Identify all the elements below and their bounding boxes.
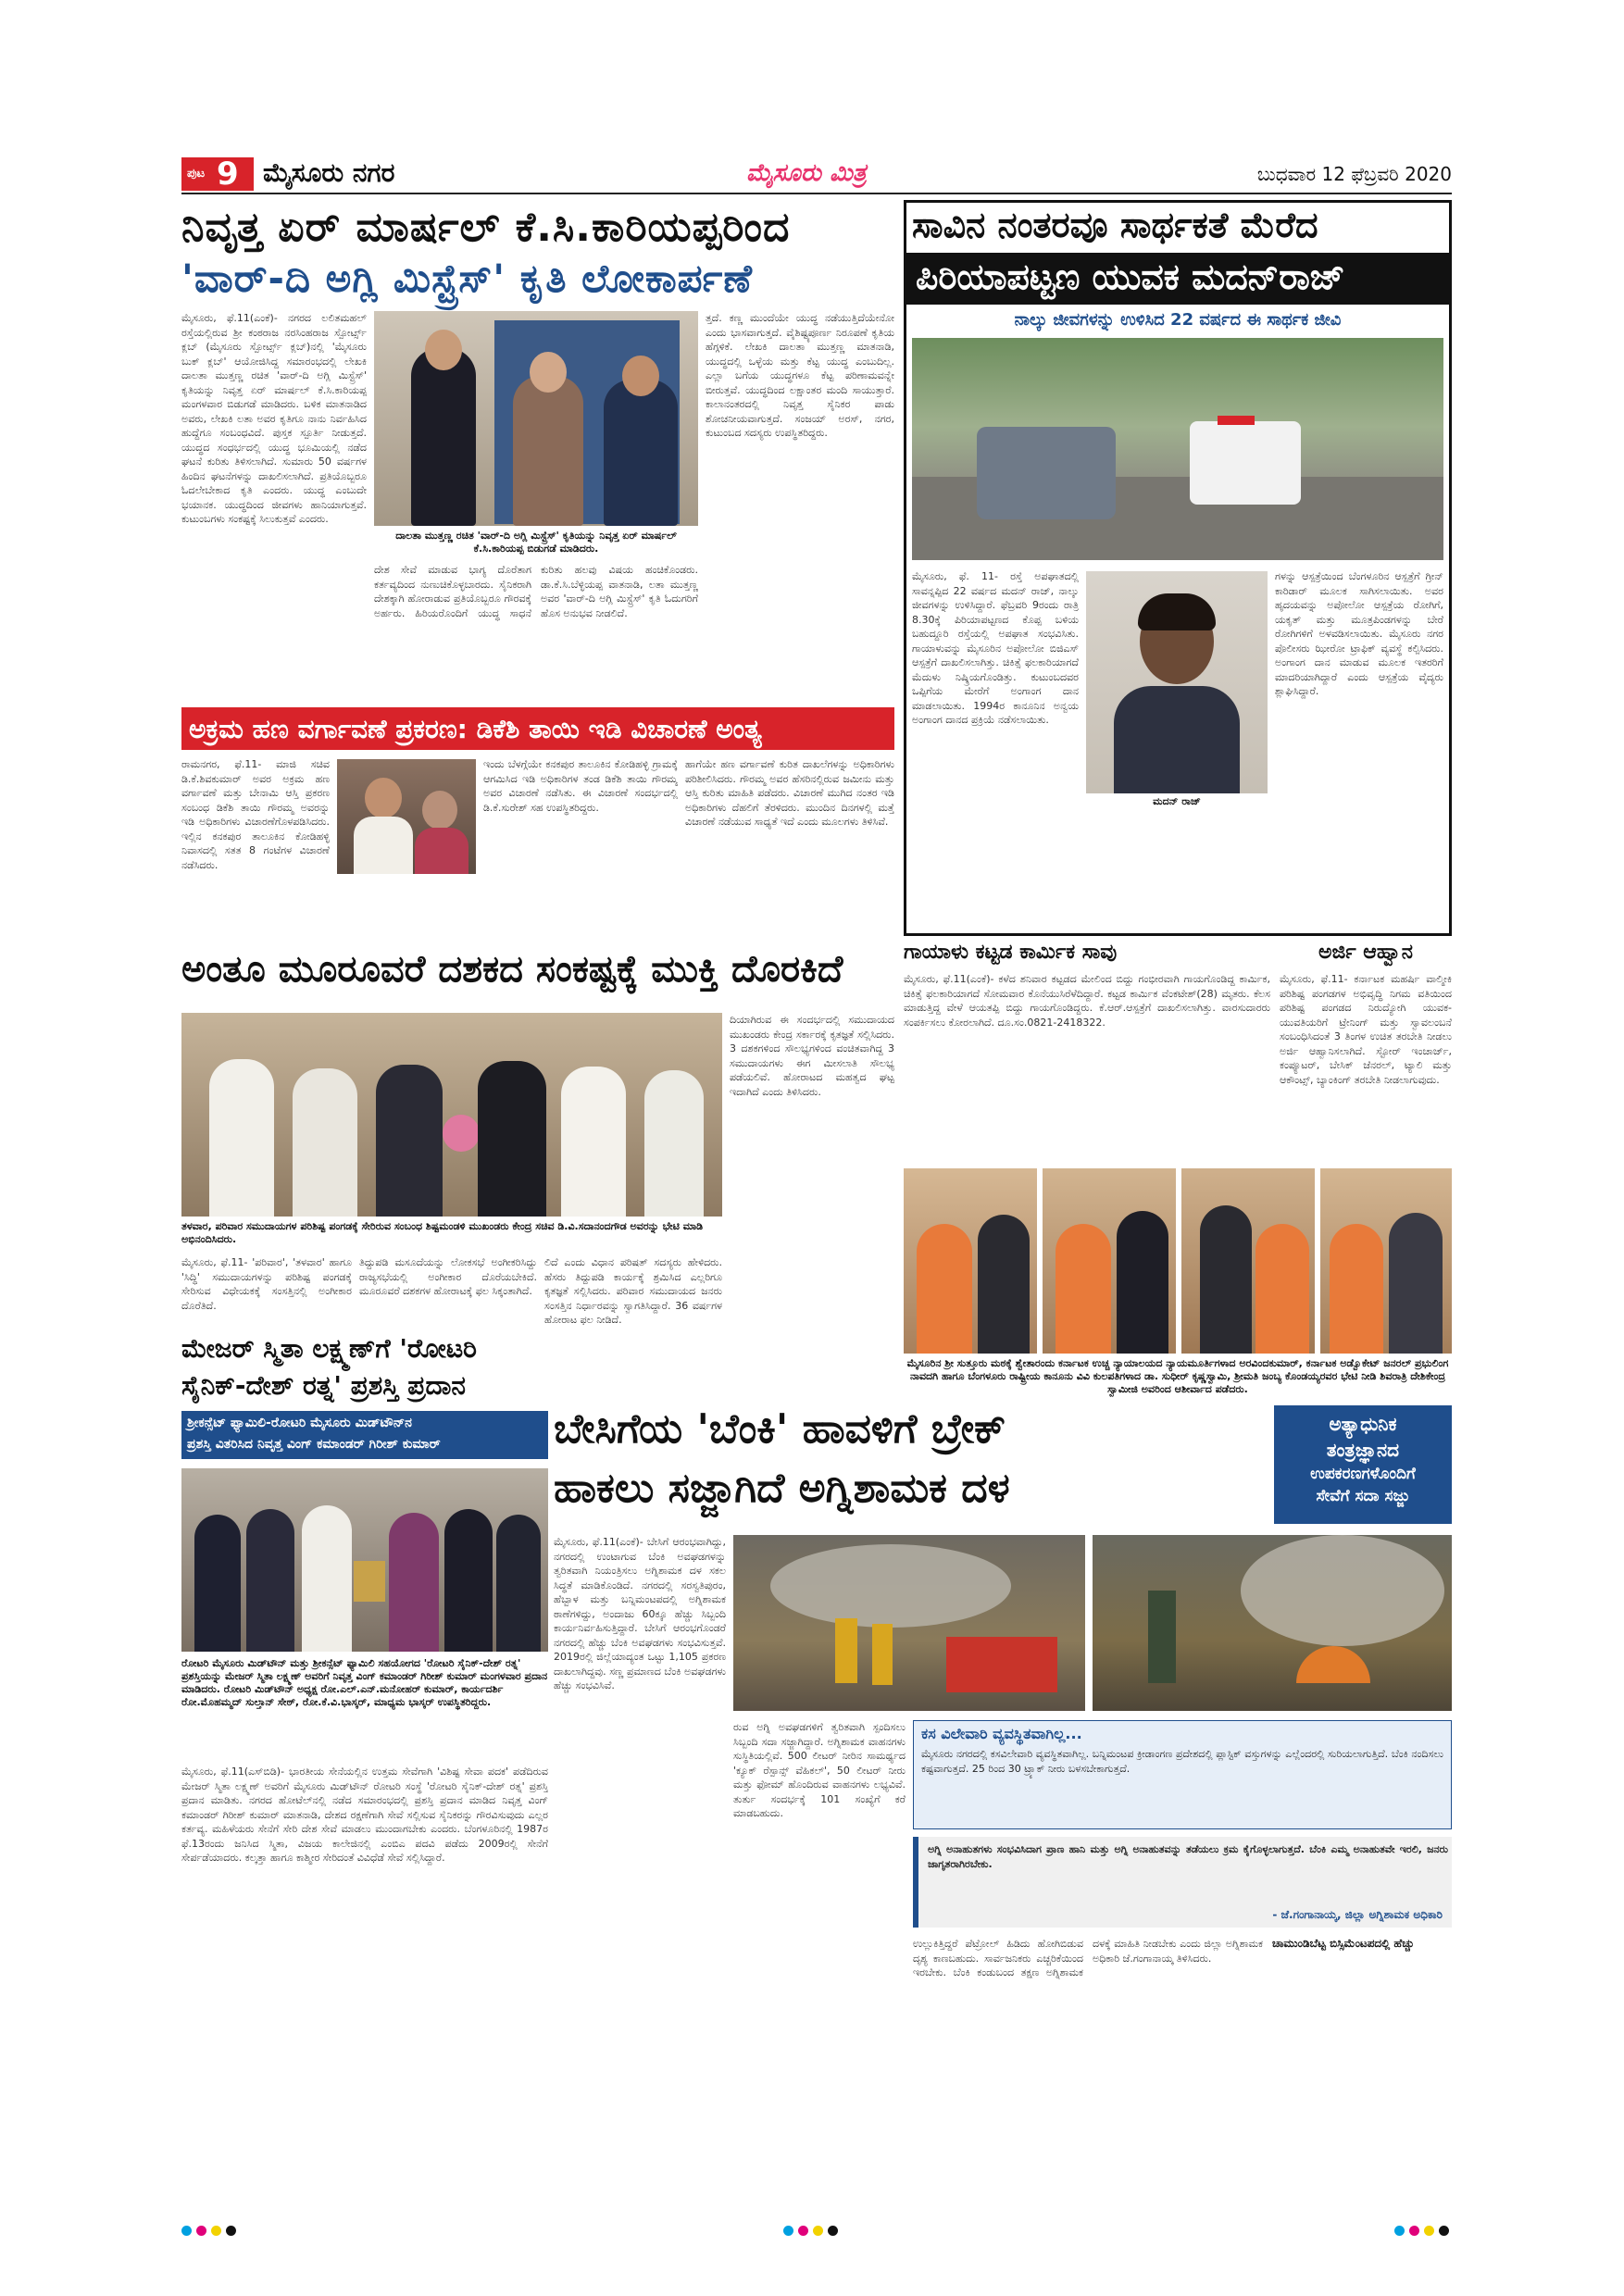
col3-subhead: ಚಾಮುಂಡಿಬೆಟ್ಟ ಬಿಸ್ಸಿಮೆಂಟಪದಲ್ಲಿ ಹೆಚ್ಚು: [1272, 1937, 1415, 1950]
person-left-head: [425, 330, 462, 370]
visitor: [978, 1215, 1030, 1354]
story-tribe-status: [181, 946, 894, 1326]
issue-date: ಬುಧವಾರ 12 ಫೆಬ್ರವರಿ 2020: [1256, 163, 1452, 185]
registration-dot-black: [226, 2226, 236, 2236]
registration-dot-cyan-center: [783, 2226, 793, 2236]
subhead-line2: ಪ್ರಶಸ್ತಿ ವಿತರಿಸಿದ ನಿವೃತ್ತ ವಿಂಗ್ ಕಮಾಂಡರ್ ಗಿರೀಶ್ ಕುಮಾರ್: [187, 1437, 441, 1452]
registration-dot-black-right: [1439, 2226, 1449, 2236]
body-col1: ರಾಮನಗರ, ಫೆ.11- ಮಾಜಿ ಸಚಿವ ಡಿ.ಕೆ.ಶಿವಕುಮಾರ್ ಅವರ ಅಕ್ರಮ ಹಣ ವರ್ಗಾವಣೆ ಮತ್ತು ಬೇನಾಮಿ ಆಸ್ತಿ ಪ್ರಕರಣ ಸಂಬಂಧ ಡಿಕೆಶಿ ತಾಯಿ ಗೌರಮ್ಮ ಅವರನ್ನು ಇಡಿ ಅಧಿಕಾರಿಗಳು ವಿಚಾರಣೆಗೊಳಪಡಿಸಿದರು. ಇಲ್ಲಿನ ಕನಕಪುರ ತಾಲೂಕಿನ ಕೋಡಿಹಳ್ಳಿ ನಿವಾಸದಲ್ಲಿ ಸತತ 8 ಗಂಟೆಗಳ ವಿಚಾರಣೆ ನಡೆಸಿದರು.: [181, 758, 330, 871]
firefighter-1: [835, 1618, 857, 1683]
registration-dot-yellow: [211, 2226, 221, 2236]
swamiji: [917, 1224, 972, 1354]
visitor: [1117, 1211, 1168, 1354]
portrait-shirt: [1114, 686, 1240, 793]
registration-dot-cyan: [181, 2226, 192, 2236]
swamiji: [1056, 1224, 1111, 1354]
quote-box: [913, 1837, 1452, 1928]
paper-logo: ಮೈಸೂರು ಮಿತ್ರ: [746, 159, 867, 187]
story-worker-death: [904, 941, 1270, 1163]
story-organ-donation: [904, 200, 1452, 936]
firefighter-2: [872, 1624, 893, 1685]
smoke: [1241, 1535, 1444, 1646]
story-book-release: [181, 200, 894, 700]
photo-caption: ರೋಟರಿ ಮೈಸೂರು ಮಿಡ್‌ಟೌನ್ ಮತ್ತು ಶ್ರೀಕನ್ಸೆಟ್ ಫ್ಯಾಮಿಲಿ ಸಹಯೋಗದ 'ರೋಟರಿ ಸೈನಿಕ್-ದೇಶ್ ರತ್ನ' ಪ್ರಶಸ್ತಿಯನ್ನು ಮೇಜರ್ ಸ್ಮಿತಾ ಲಕ್ಷ್ಮಣ್ ಅವರಿಗೆ ನಿವೃತ್ತ ವಿಂಗ್ ಕಮಾಂಡರ್ ಗಿರೀಶ್ ಕುಮಾರ್ ಮಂಗಳವಾರ ಪ್ರದಾನ ಮಾಡಿದರು. ರೋಟರಿ ಮಿಡ್‌ಟೌನ್ ಅಧ್ಯಕ್ಷ ರೋ.ಎಲ್.ಎನ್.ಮನೋಹರ್ ಕುಮಾರ್, ಕಾರ್ಯದರ್ಶಿ ರೋ.ಮೊಹಮ್ಮದ್ ಸುಲ್ತಾನ್ ಸೇಠ್, ರೋ.ಕೆ.ವಿ.ಭಾಸ್ಕರ್, ಮಾಧ್ಯಮ ಭಾಸ್ಕರ್ ಉಪಸ್ಥಿತರಿದ್ದರು.: [181, 1657, 548, 1708]
story-applications: [1280, 941, 1452, 1163]
visit-photo-3: [1181, 1168, 1315, 1354]
fire-truck: [946, 1637, 1057, 1692]
award-ceremony-photo: [181, 1468, 548, 1652]
headline: ಅರ್ಜಿ ಆಹ್ವಾನ: [1318, 941, 1414, 964]
firefighters-photo-1: [733, 1535, 1085, 1711]
person-1: [194, 1515, 241, 1652]
masthead-rule: [181, 193, 1452, 194]
photo-caption: ತಳವಾರ, ಪರಿವಾರ ಸಮುದಾಯಗಳ ಪರಿಶಿಷ್ಟ ಪಂಗಡಕ್ಕೆ ಸೇರಿರುವ ಸಂಬಂಧ ಶಿಷ್ಟಮಂಡಳಿ ಮುಖಂಡರು ಕೇಂದ್ರ ಸಚಿವ ಡಿ.ವಿ.ಸದಾನಂದಗೌಡ ಅವರನ್ನು ಭೇಟಿ ಮಾಡಿ ಅಭಿನಂದಿಸಿದರು.: [181, 1220, 704, 1245]
firefighters-photo-2: [1093, 1535, 1452, 1711]
firefighter: [1148, 1591, 1176, 1683]
body-col1: ಮೈಸೂರು, ಫೆ. 11- ರಸ್ತೆ ಅಪಘಾತದಲ್ಲಿ ಸಾವನ್ನಪ್ಪಿದ 22 ವರ್ಷದ ಮದನ್ ರಾಜ್, ನಾಲ್ಕು ಜೀವಗಳನ್ನು ಉಳಿಸಿದ್ದಾರೆ. ಫೆಬ್ರವರಿ 9ರಂದು ರಾತ್ರಿ 8.30ಕ್ಕೆ ಪಿರಿಯಾಪಟ್ಟಣದ ಕೊಪ್ಪ ಬಳಿಯ ಬಹುದ್ದೂರಿ ರಸ್ತೆಯಲ್ಲಿ ಅಪಘಾತ ಸಂಭವಿಸಿತು. ಗಾಯಾಳುವನ್ನು ಮೈಸೂರಿನ ಅಪೋಲೋ ಬಿಜಿಎಸ್ ಆಸ್ಪತ್ರೆಗೆ ದಾಖಲಿಸಲಾಗಿತ್ತು. ಚಿಕಿತ್ಸೆ ಫಲಕಾರಿಯಾಗದೆ ಮೆದುಳು ನಿಷ್ಕ್ರಿಯಗೊಂಡಿತ್ತು. ಕುಟುಂಬದವರ ಒಪ್ಪಿಗೆಯ ಮೇರೆಗೆ ಅಂಗಾಂಗ ದಾನ ಮಾಡಲಾಯಿತು. 1994ರ ಕಾನೂನಿನ ಅನ್ವಯ ಅಂಗಾಂಗ ದಾನದ ಪ್ರಕ್ರಿಯೆ ನಡೆಸಲಾಯಿತು.: [912, 570, 1079, 726]
mother-body: [415, 828, 468, 874]
masthead: [181, 156, 1452, 194]
headline-line1: ಮೇಜರ್ ಸ್ಮಿತಾ ಲಕ್ಷ್ಮಣ್‌ಗೆ 'ರೋಟರಿ: [181, 1333, 477, 1364]
body-col4: ದಿಯಾಗಿರುವ ಈ ಸಂದರ್ಭದಲ್ಲಿ ಸಮುದಾಯದ ಮುಖಂಡರು ಕೇಂದ್ರ ಸರ್ಕಾರಕ್ಕೆ ಕೃತಜ್ಞತೆ ಸಲ್ಲಿಸಿದರು. 3 ದಶಕಗಳಿಂದ ಸೌಲಭ್ಯಗಳಿಂದ ವಂಚಿತವಾಗಿದ್ದ 3 ಸಮುದಾಯಗಳು ಈಗ ಮೀಸಲಾತಿ ಸೌಲಭ್ಯ ಪಡೆಯಲಿವೆ. ಹೋರಾಟದ ಮಹತ್ವದ ಘಟ್ಟ ಇದಾಗಿದೆ ಎಂದು ತಿಳಿಸಿದರು.: [730, 1014, 894, 1098]
registration-dot-cyan-right: [1394, 2226, 1405, 2236]
body-col3: ತ್ತದೆ. ಕಣ್ಣ ಮುಂದೆಯೇ ಯುದ್ಧ ನಡೆಯುತ್ತಿದೆಯೇನೋ ಎಂದು ಭಾಸವಾಗುತ್ತದೆ. ವೈಶಿಷ್ಟ್ಯಪೂರ್ಣ ನಿರೂಪಣೆ ಕೃತಿಯ ಹೆಗ್ಗಳಿಕೆ. ಲೇಖಕಿ ದಾಲತಾ ಮುತ್ತಣ್ಣ ಮಾತನಾಡಿ, ಯುದ್ಧದಲ್ಲಿ ಒಳ್ಳೆಯ ಮತ್ತು ಕೆಟ್ಟ ಯುದ್ಧ ಎಂಬುದಿಲ್ಲ. ಎಲ್ಲಾ ಬಗೆಯ ಯುದ್ಧಗಳೂ ಕೆಟ್ಟ ಪರಿಣಾಮವನ್ನೇ ಬೀರುತ್ತವೆ. ಯುದ್ಧದಿಂದ ಲಕ್ಷಾಂತರ ಮಂದಿ ಸಾಯುತ್ತಾರೆ. ಕಾಲಾನಂತರದಲ್ಲಿ ನಿವೃತ್ತ ಸೈನಿಕರ ಪಾಡು ಶೋಚನೀಯವಾಗುತ್ತದೆ. ಸಂಜಯ್ ಅರಸ್, ನಗರ, ಕುಟುಂಬದ ಸದಸ್ಯರು ಉಪಸ್ಥಿತರಿದ್ದರು.: [706, 312, 894, 439]
headline: ಅಂತೂ ಮೂರೂವರೆ ದಶಕದ ಸಂಕಷ್ಟಕ್ಕೆ ಮುಕ್ತಿ ದೊರಕಿದೆ: [181, 948, 843, 991]
caption-box-title: ಕಸ ವಿಲೇವಾರಿ ವ್ಯವಸ್ಥಿತವಾಗಿಲ್ಲ...: [921, 1725, 1082, 1742]
visitor: [1200, 1205, 1252, 1354]
subhead: ನಾಲ್ಕು ಜೀವಗಳನ್ನು ಉಳಿಸಿದ 22 ವರ್ಷದ ಈ ಸಾರ್ಥಕ ಜೀವಿ: [1014, 310, 1342, 330]
portrait-caption: ಮದನ್ ರಾಜ್: [1153, 795, 1201, 807]
person-2: [293, 1068, 357, 1217]
person-6: [496, 1515, 541, 1652]
registration-dot-magenta-center: [798, 2226, 808, 2236]
visit-photo-4: [1320, 1168, 1452, 1354]
headline-line2-band: [906, 253, 1449, 305]
flames: [1296, 1646, 1370, 1683]
headline-line2: ಪಿರಿಯಾಪಟ್ಟಣ ಯುವಕ ಮದನ್‌ರಾಜ್: [916, 256, 1345, 297]
body-col2: ರುವ ಅಗ್ನಿ ಅವಘಡಗಳಿಗೆ ತ್ವರಿತವಾಗಿ ಸ್ಪಂದಿಸಲು ಸಿಬ್ಬಂದಿ ಸದಾ ಸಜ್ಜಾಗಿದ್ದಾರೆ. ಅಗ್ನಿಶಾಮಕ ವಾಹನಗಳು ಸುಸ್ಥಿತಿಯಲ್ಲಿವೆ. 500 ಲೀಟರ್ ನೀರಿನ ಸಾಮರ್ಥ್ಯದ 'ಕ್ಯೂಕ್ ರೆಸ್ಪಾನ್ಸ್ ವೆಹಿಕಲ್', 50 ಲೀಟರ್ ನೀರು ಮತ್ತು ಫೋಮ್ ಹೊಂದಿರುವ ವಾಹನಗಳು ಲಭ್ಯವಿವೆ. ತುರ್ತು ಸಂದರ್ಭಕ್ಕೆ 101 ಸಂಖ್ಯೆಗೆ ಕರೆ ಮಾಡಬಹುದು.: [733, 1721, 906, 1819]
person-3: [376, 1065, 443, 1217]
page-number: 9: [217, 156, 239, 193]
swamiji: [1330, 1224, 1383, 1354]
person-5: [561, 1067, 626, 1217]
body-col1: ಮೈಸೂರು, ಫೆ.11(ಎಂಕೆ)- ಬೇಸಿಗೆ ಆರಂಭವಾಗಿದ್ದು, ನಗರದಲ್ಲಿ ಉಂಟಾಗುವ ಬೆಂಕಿ ಅವಘಡಗಳನ್ನು ತ್ವರಿತವಾಗಿ ನಿಯಂತ್ರಿಸಲು ಅಗ್ನಿಶಾಮಕ ದಳ ಸಕಲ ಸಿದ್ಧತೆ ಮಾಡಿಕೊಂಡಿದೆ. ನಗರದಲ್ಲಿ ಸರಸ್ವತಿಪುರಂ, ಹೆಬ್ಬಾಳ ಮತ್ತು ಬನ್ನಿಮಂಟಪದಲ್ಲಿ ಅಗ್ನಿಶಾಮಕ ಠಾಣೆಗಳಿದ್ದು, ಅಂದಾಜು 60ಕ್ಕೂ ಹೆಚ್ಚು ಸಿಬ್ಬಂದಿ ಕಾರ್ಯನಿರ್ವಹಿಸುತ್ತಿದ್ದಾರೆ. ಬೇಸಿಗೆ ಆರಂಭಗೊಂಡರೆ ನಗರದಲ್ಲಿ ಹೆಚ್ಚು ಬೆಂಕಿ ಅವಘಡಗಳು ಸಂಭವಿಸುತ್ತವೆ. 2019ರಲ್ಲಿ ಜಿಲ್ಲೆಯಾದ್ಯಂತ ಒಟ್ಟು 1,105 ಪ್ರಕರಣ ದಾಖಲಾಗಿದ್ದವು. ಸಣ್ಣ ಪ್ರಮಾಣದ ಬೆಂಕಿ ಅವಘಡಗಳು ಹೆಚ್ಚು ಸಂಭವಿಸಿವೆ.: [554, 1536, 726, 1691]
side-line4: ಸೇವೆಗೆ ಸದಾ ಸಜ್ಜು: [1316, 1487, 1410, 1505]
person-left: [411, 348, 476, 526]
body-col2: ತಿದ್ದುಪಡಿ ಮಸೂದೆಯನ್ನು ಲೋಕಸಭೆ ಅಂಗೀಕರಿಸಿದ್ದು ರಾಜ್ಯಸಭೆಯಲ್ಲಿ ಅಂಗೀಕಾರ ದೊರೆಯಬೇಕಿದೆ. ಮೂರೂವರೆ ದಶಕಗಳ ಹೋರಾಟಕ್ಕೆ ಫಲ ಸಿಕ್ಕಂತಾಗಿದೆ.: [359, 1256, 537, 1297]
body-col2: ದೇಶ ಸೇವೆ ಮಾಡುವ ಭಾಗ್ಯ ದೊರೆತಾಗ ಕರ್ತವ್ಯದಿಂದ ನುಣುಚಿಕೊಳ್ಳಬಾರದು. ಸೈನಿಕರಾಗಿ ದೇಶಕ್ಕಾಗಿ ಹೋರಾಡುವ ಪ್ರತಿಯೊಬ್ಬರೂ ಗೌರವಕ್ಕೆ ಅರ್ಹರು. ಹಿರಿಯರೊಂದಿಗೆ ಯುದ್ಧ ಸಾಧನೆ ಕುರಿತು ಹಲವು ವಿಷಯ ಹಂಚಿಕೊಂಡರು. ಡಾ.ಕೆ.ಸಿ.ಬೆಳ್ಳಿಯಪ್ಪ ವಾತನಾಡಿ, ಲತಾ ಮುತ್ತಣ್ಣ ಅವರ 'ವಾರ್-ದಿ ಅಗ್ಲಿ ಮಿಸ್ಟ್ರೆಸ್' ಕೃತಿ ಓದುಗರಿಗೆ ಹೊಸ ಅನುಭವ ನೀಡಲಿದೆ.: [374, 564, 698, 619]
side-line3: ಉಪಕರಣಗಳೊಂದಿಗೆ: [1310, 1465, 1416, 1483]
story-rotary-award: [181, 1333, 548, 2222]
photo-caption: ದಾಲತಾ ಮುತ್ತಣ್ಣ ರಚಿತ 'ವಾರ್-ದಿ ಅಗ್ಲಿ ಮಿಸ್ಟ್ರೆಸ್' ಕೃತಿಯನ್ನು ನಿವೃತ್ತ ಏರ್ ಮಾರ್ಷಲ್ ಕೆ.ಸಿ.ಕಾರಿಯಪ್ಪ ಬಿಡುಗಡೆ ಮಾಡಿದರು.: [395, 530, 677, 555]
story-suttur-visit: [904, 1168, 1452, 1400]
madan-raj-portrait: [1086, 571, 1268, 793]
headline-line1: ನಿವೃತ್ತ ಏರ್ ಮಾರ್ಷಲ್ ಕೆ.ಸಿ.ಕಾರಿಯಪ್ಪರಿಂದ: [181, 204, 791, 251]
headline-band: [181, 707, 894, 750]
person-body: [354, 817, 413, 874]
person-right-head: [622, 356, 659, 396]
registration-dot-magenta-right: [1409, 2226, 1419, 2236]
caption-box: [913, 1720, 1452, 1829]
body: ಮೈಸೂರು, ಫೆ.11(ಎಸ್‌ಬಿಡಿ)- ಭಾರತೀಯ ಸೇನೆಯಲ್ಲಿನ ಉತ್ತಮ ಸೇವೆಗಾಗಿ 'ವಿಶಿಷ್ಟ ಸೇವಾ ಪದಕ' ಪಡೆದಿರುವ ಮೇಜರ್ ಸ್ಮಿತಾ ಲಕ್ಷ್ಮಣ್ ಅವರಿಗೆ ಮೈಸೂರು ಮಿಡ್‌ಟೌನ್ ರೋಟರಿ ಸಂಸ್ಥೆ 'ರೋಟರಿ ಸೈನಿಕ್-ದೇಶ್ ರತ್ನ' ಪ್ರಶಸ್ತಿ ಪ್ರದಾನ ಮಾಡಿತು. ನಗರದ ಹೋಟೆಲ್‌ನಲ್ಲಿ ನಡೆದ ಸಮಾರಂಭದಲ್ಲಿ ಪ್ರಶಸ್ತಿ ಪ್ರದಾನ ಮಾಡಿದ ನಿವೃತ್ತ ವಿಂಗ್ ಕಮಾಂಡರ್ ಗಿರೀಶ್ ಕುಮಾರ್ ಮಾತನಾಡಿ, ದೇಶದ ರಕ್ಷಣೆಗಾಗಿ ಸೇವೆ ಸಲ್ಲಿಸುವ ಸೈನಿಕರನ್ನು ಗೌರವಿಸುವುದು ಎಲ್ಲರ ಕರ್ತವ್ಯ. ಮಹಿಳೆಯರು ಸೇನೆಗೆ ಸೇರಿ ದೇಶ ಸೇವೆ ಮಾಡಲು ಮುಂದಾಗಬೇಕು ಎಂದರು. ಬೆಂಗಳೂರಿನಲ್ಲಿ 1987ರ ಫೆ.13ರಂದು ಜನಿಸಿದ ಸ್ಮಿತಾ, ವಿಜಯ ಕಾಲೇಜಿನಲ್ಲಿ ಎಂಬಿಎ ಪದವಿ ಪಡೆದು 2009ರಲ್ಲಿ ಸೇನೆಗೆ ಸೇರ್ಪಡೆಯಾದರು. ಕಲ್ಕತ್ತಾ ಹಾಗೂ ಕಾಶ್ಮೀರ ಸೇರಿದಂತೆ ವಿವಿಧೆಡೆ ಸೇವೆ ಸಲ್ಲಿಸಿದ್ದಾರೆ.: [181, 1766, 548, 1864]
quote-author: - ಜೆ.ಗಂಗಾನಾಯ್ಕ, ಜಿಲ್ಲಾ ಅಗ್ನಿಶಾಮಕ ಅಧಿಕಾರಿ: [1272, 1908, 1443, 1921]
body-col3: ಲಿದೆ ಎಂದು ವಿಧಾನ ಪರಿಷತ್ ಸದಸ್ಯರು ಹೇಳಿದರು. ಹೆಸರು ತಿದ್ದುಪಡಿ ಕಾರ್ಯಕ್ಕೆ ಶ್ರಮಿಸಿದ ಎಲ್ಲರಿಗೂ ಕೃತಜ್ಞತೆ ಸಲ್ಲಿಸಿದರು. ಪರಿವಾರ ಸಮುದಾಯದ ಜನರು ಸಂಸತ್ತಿನ ನಿರ್ಧಾರವನ್ನು ಸ್ವಾಗತಿಸಿದ್ದಾರೆ. 36 ವರ್ಷಗಳ ಹೋರಾಟ ಫಲ ನೀಡಿದೆ.: [544, 1256, 722, 1326]
headline-line2: ಸೈನಿಕ್-ದೇಶ್ ರತ್ನ' ಪ್ರಶಸ್ತಿ ಪ್ರದಾನ: [181, 1370, 466, 1401]
registration-dot-magenta: [196, 2226, 206, 2236]
person-6: [644, 1070, 704, 1217]
registration-dot-yellow-center: [813, 2226, 823, 2236]
dk-shivakumar-mother-photo: [337, 759, 476, 874]
body-col1: ಮೈಸೂರು, ಫೆ.11(ಎಂಕೆ)- ನಗರದ ಲಲಿತಮಹಲ್ ರಸ್ತೆಯಲ್ಲಿರುವ ಶ್ರೀ ಕಂಠರಾಜ ನರಸಿಂಹರಾಜ ಸ್ಪೋರ್ಟ್ಸ್ ಕ್ಲಬ್ (ಮೈಸೂರು ಸ್ಪೋರ್ಟ್ಸ್ ಕ್ಲಬ್)ನಲ್ಲಿ 'ಮೈಸೂರು ಬುಕ್ ಕ್ಲಬ್' ಆಯೋಜಿಸಿದ್ದ ಸಮಾರಂಭದಲ್ಲಿ ಲೇಖಕಿ ದಾಲತಾ ಮುತ್ತಣ್ಣ ರಚಿತ 'ವಾರ್-ದಿ ಅಗ್ಲಿ ಮಿಸ್ಟ್ರೆಸ್' ಕೃತಿಯನ್ನು ನಿವೃತ್ತ ಏರ್ ಮಾರ್ಷಲ್ ಕೆ.ಸಿ.ಕಾರಿಯಪ್ಪ ಮಂಗಳವಾರ ಬಿಡುಗಡೆ ಮಾಡಿದರು. ಬಳಿಕ ಮಾತನಾಡಿದ ಅವರು, ಲೇಖಕಿ ಲತಾ ಅವರ ಕೃತಿಗೂ ನಾನು ನಿರ್ವಹಿಸಿದ ಹುದ್ದೆಗೂ ಸಂಬಂಧವಿದೆ. ಪುಸ್ತಕ ಸ್ಪೂರ್ತಿ ನೀಡುತ್ತದೆ. ಯುದ್ಧದ ಸಂಧರ್ಭದಲ್ಲಿ ಯುದ್ಧ ಭೂಮಿಯಲ್ಲಿ ನಡೆದ ಘಟನೆ ಕುರಿತು ತಿಳಿಸಲಾಗಿದೆ. ಸುಮಾರು 50 ವರ್ಷಗಳ ಹಿಂದಿನ ಘಟನೆಗಳನ್ನು ದಾಖಲಿಸಲಾಗಿದೆ. ಪ್ರತಿಯೊಬ್ಬರೂ ಓದಲೇಬೇಕಾದ ಕೃತಿ ಎಂದರು. ಯುದ್ಧ ಎಂಬುದೇ ಭಯಾನಕ. ಯುದ್ಧದಿಂದ ಜೀವಗಳು ಹಾನಿಯಾಗುತ್ತವೆ. ಕುಟುಂಬಗಳು ಸಂಕಷ್ಟಕ್ಕೆ ಸಿಲುಕುತ್ತವೆ ಎಂದರು.: [181, 312, 367, 525]
photo-caption: ಮೈಸೂರಿನ ಶ್ರೀ ಸುತ್ತೂರು ಮಠಕ್ಕೆ ಶ್ವೇತಾರಂದು ಕರ್ನಾಟಕ ಉಚ್ಚ ನ್ಯಾಯಾಲಯದ ನ್ಯಾಯಮೂರ್ತಿಗಳಾದ ಅರವಿಂದಕುಮಾರ್, ಕರ್ನಾಟಕ ಅಡ್ವೊಕೇಟ್ ಜನರಲ್ ಪ್ರಭುಲಿಂಗ ನಾವದಗಿ ಹಾಗೂ ಬೆಂಗಳೂರು ರಾಷ್ಟ್ರೀಯ ಕಾನೂನು ವಿವಿ ಕುಲಪತಿಗಳಾದ ಡಾ. ಸುಧೀರ್ ಕೃಷ್ಣಸ್ವಾಮಿ, ಶ್ರೀಮತಿ ಜಂಬ್ಯ ಕೊಂಡಯ್ಯರವರ ಭೇಟಿ ನೀಡಿ ಶಿವರಾತ್ರಿ ದೇಶಿಕೇಂದ್ರ ಸ್ವಾಮೀಜಿ ಅವರಿಂದ ಆಶೀರ್ವಾದ ಪಡೆದರು.: [906, 1357, 1449, 1395]
body-col3: ಹಾಗೆಯೇ ಹಣ ವರ್ಗಾವಣೆ ಕುರಿತ ದಾಖಲೆಗಳನ್ನು ಅಧಿಕಾರಿಗಳು ಪರಿಶೀಲಿಸಿದರು. ಗೌರಮ್ಮ ಅವರ ಹೆಸರಿನಲ್ಲಿರುವ ಜಮೀನು ಮತ್ತು ಆಸ್ತಿ ಕುರಿತು ಮಾಹಿತಿ ಪಡೆದರು. ವಿಚಾರಣೆ ಮುಗಿದ ನಂತರ ಇಡಿ ಅಧಿಕಾರಿಗಳು ದೆಹಲಿಗೆ ತೆರಳಿದರು. ಮುಂದಿನ ದಿನಗಳಲ್ಲಿ ಮತ್ತೆ ವಿಚಾರಣೆ ನಡೆಯುವ ಸಾಧ್ಯತೆ ಇದೆ ಎಂದು ಮೂಲಗಳು ತಿಳಿಸಿವೆ.: [685, 758, 894, 828]
caption-box-text: ಮೈಸೂರು ನಗರದಲ್ಲಿ ಕಸವಿಲೇವಾರಿ ವ್ಯವಸ್ಥಿತವಾಗಿಲ್ಲ. ಬನ್ನಿಮಂಟಪ ಕ್ರೀಡಾಂಗಣ ಪ್ರದೇಶದಲ್ಲಿ ಪ್ಲಾಸ್ಟಿಕ್ ವಸ್ತುಗಳನ್ನು ಎಲ್ಲೆಂದರಲ್ಲಿ ಸುರಿಯಲಾಗುತ್ತಿದೆ. ಬೆಂಕಿ ನಂದಿಸಲು ಕಷ್ಟವಾಗುತ್ತದೆ. 25 ರಿಂದ 30 ಟ್ರ್ಯಾಕ್ ನೀರು ಬಳಸಬೇಕಾಗುತ್ತದೆ.: [921, 1748, 1443, 1775]
person-4: [478, 1061, 546, 1217]
person-middle: [513, 376, 583, 526]
page-number-badge: [181, 157, 254, 191]
ambulance-convoy-photo: [912, 338, 1443, 560]
person-head: [365, 778, 402, 818]
portrait-hair: [1138, 593, 1216, 630]
person-middle-head: [530, 352, 567, 393]
body: ಮೈಸೂರು, ಫೆ.11(ಎಂಕೆ)- ಕಳೆದ ಶನಿವಾರ ಕಟ್ಟಡದ ಮೇಲಿಂದ ಬಿದ್ದು ಗಂಭೀರವಾಗಿ ಗಾಯಗೊಂಡಿದ್ದ ಕಾರ್ಮಿಕ, ಚಿಕಿತ್ಸೆ ಫಲಕಾರಿಯಾಗದೆ ಸೋಮವಾರ ಕೊನೆಯುಸಿರೆಳೆದಿದ್ದಾರೆ. ಕಟ್ಟಡ ಕಾರ್ಮಿಕ ವೆಂಕಟೇಶ್(28) ಮೃತರು. ಕೆಲಸ ಮಾಡುತ್ತಿದ್ದ ವೇಳೆ ಆಯತಪ್ಪಿ ಬಿದ್ದು ಗಾಯಗೊಂಡಿದ್ದರು. ಕೆ.ಆರ್.ಆಸ್ಪತ್ರೆಗೆ ದಾಖಲಿಸಲಾಗಿತ್ತು. ವಾರಸುದಾರರು ಸಂಪರ್ಕಿಸಲು ಕೋರಲಾಗಿದೆ. ದೂ.ಸಂ.0821-2418322.: [904, 973, 1270, 1029]
story-fire-department: [554, 1405, 1452, 2222]
subhead-line1: ಶ್ರೀಕನ್ಸೆಟ್ ಫ್ಯಾಮಿಲಿ-ರೋಟರಿ ಮೈಸೂರು ಮಿಡ್‌ಟೌನ್‌ನ: [187, 1416, 412, 1430]
headline-line2: ಹಾಕಲು ಸಜ್ಜಾಗಿದೆ ಅಗ್ನಿಶಾಮಕ ದಳ: [554, 1465, 1010, 1512]
person-3: [302, 1505, 352, 1652]
person-4: [389, 1513, 439, 1652]
person-5: [444, 1509, 493, 1652]
police-jeep: [977, 427, 1116, 519]
award-frame: [354, 1561, 385, 1602]
side-deck: [1274, 1405, 1452, 1524]
registration-dot-black-center: [828, 2226, 838, 2236]
body-col2: ಗಳನ್ನು ಆಸ್ಪತ್ರೆಯಿಂದ ಬೆಂಗಳೂರಿನ ಆಸ್ಪತ್ರೆಗೆ ಗ್ರೀನ್ ಕಾರಿಡಾರ್ ಮೂಲಕ ಸಾಗಿಸಲಾಯಿತು. ಅವರ ಹೃದಯವನ್ನು ಅಪೋಲೋ ಆಸ್ಪತ್ರೆಯ ರೋಗಿಗೆ, ಯಕೃತ್ ಮತ್ತು ಮೂತ್ರಪಿಂಡಗಳನ್ನು ಬೇರೆ ರೋಗಿಗಳಿಗೆ ಅಳವಡಿಸಲಾಯಿತು. ಮೈಸೂರು ನಗರ ಪೊಲೀಸರು ಝೀರೋ ಟ್ರಾಫಿಕ್ ವ್ಯವಸ್ಥೆ ಕಲ್ಪಿಸಿದರು. ಅಂಗಾಂಗ ದಾನ ಮಾಡುವ ಮೂಲಕ ಇತರರಿಗೆ ಮಾದರಿಯಾಗಿದ್ದಾರೆ ಎಂದು ಆಸ್ಪತ್ರೆಯ ವೈದ್ಯರು ಶ್ಲಾಘಿಸಿದ್ದಾರೆ.: [1275, 570, 1443, 697]
headline: ಗಾಯಾಳು ಕಟ್ಟಡ ಕಾರ್ಮಿಕ ಸಾವು: [904, 941, 1118, 964]
visit-photo-2: [1043, 1168, 1176, 1354]
registration-dot-yellow-right: [1424, 2226, 1434, 2236]
page-label: ಪುಟ: [187, 167, 206, 181]
delegation-photo: [181, 1013, 722, 1217]
headline-line1: ಬೇಸಿಗೆಯ 'ಬೆಂಕಿ' ಹಾವಳಿಗೆ ಬ್ರೇಕ್: [554, 1405, 1006, 1453]
body-col2: ಇಂದು ಬೆಳಗ್ಗೆಯೇ ಕನಕಪುರ ತಾಲೂಕಿನ ಕೋಡಿಹಳ್ಳಿ ಗ್ರಾಮಕ್ಕೆ ಆಗಮಿಸಿದ ಇಡಿ ಅಧಿಕಾರಿಗಳ ತಂಡ ಡಿಕೆಶಿ ತಾಯಿ ಗೌರಮ್ಮ ಅವರ ವಿಚಾರಣೆ ನಡೆಸಿತು. ಈ ವಿಚಾರಣೆ ಸಂದರ್ಭದಲ್ಲಿ ಡಿ.ಕೆ.ಸುರೇಶ್ ಸಹ ಉಪಸ್ಥಿತರಿದ್ದರು.: [483, 758, 678, 814]
body: ಮೈಸೂರು, ಫೆ.11- ಕರ್ನಾಟಕ ಮಹರ್ಷಿ ವಾಲ್ಮೀಕಿ ಪರಿಶಿಷ್ಟ ಪಂಗಡಗಳ ಅಭಿವೃದ್ಧಿ ನಿಗಮ ವತಿಯಿಂದ ಪರಿಶಿಷ್ಟ ಪಂಗಡದ ನಿರುದ್ಯೋಗಿ ಯುವಕ-ಯುವತಿಯರಿಗೆ ಟ್ರೇನಿಂಗ್ ಮತ್ತು ಸ್ವಾವಲಂಬನೆ ಸಂಬಂಧಿಸಿದಂತೆ 3 ತಿಂಗಳ ಉಚಿತ ತರಬೇತಿ ನೀಡಲು ಅರ್ಜಿ ಆಹ್ವಾನಿಸಲಾಗಿದೆ. ಸ್ಟೋರ್ ಇಂಚಾರ್ಜ್, ಕಂಪ್ಯೂಟರ್, ಬೇಸಿಕ್ ಜೆನರಲ್, ಟ್ಯಾಲಿ ಮತ್ತು ಆಕೌಂಟ್ಸ್, ಬ್ಯಾಂಕಿಂಗ್ ತರಬೇತಿ ನೀಡಲಾಗುವುದು.: [1280, 973, 1452, 1086]
flower-bouquet: [443, 1115, 480, 1152]
story-ed-probe: [181, 707, 894, 939]
swamiji: [1255, 1224, 1309, 1354]
mother-head: [422, 791, 457, 830]
book-release-photo: [374, 311, 698, 526]
ambulance: [1190, 421, 1301, 505]
body-col1: ಮೈಸೂರು, ಫೆ.11- 'ಪರಿವಾರ', 'ತಳವಾರ' ಹಾಗೂ 'ಸಿದ್ಧಿ' ಸಮುದಾಯಗಳನ್ನು ಪರಿಶಿಷ್ಟ ಪಂಗಡಕ್ಕೆ ಸೇರಿಸುವ ವಿಧೇಯಕಕ್ಕೆ ಸಂಸತ್ತಿನಲ್ಲಿ ಅಂಗೀಕಾರ ದೊರೆತಿದೆ.: [181, 1256, 352, 1312]
quote-text: ಅಗ್ನಿ ಅನಾಹುತಗಳು ಸಂಭವಿಸಿದಾಗ ಪ್ರಾಣ ಹಾನಿ ಮತ್ತು ಅಗ್ನಿ ಅನಾಹುತವನ್ನು ತಡೆಯಲು ಕ್ರಮ ಕೈಗೊಳ್ಳಲಾಗುತ್ತದೆ. ಬೆಂಕಿ ಎಮ್ಮ ಅನಾಹುತವೇ ಇರಲಿ, ಜನರು ಜಾಗೃತರಾಗಿರಬೇಕು.: [928, 1843, 1448, 1870]
headline-line1: ಸಾವಿನ ನಂತರವೂ ಸಾರ್ಥಕತೆ ಮೆರೆದ: [912, 205, 1318, 245]
body-col3: ಉಲ್ಲುಕಿತ್ತಿದ್ದರೆ ಪೆಟ್ರೋಲ್ ಹಿಡಿದು ಹೋಗಿಬಿಡುವ ದೃಶ್ಯ ಕಾಣಬಹುದು. ಸಾರ್ವಜನಿಕರು ಎಚ್ಚರಿಕೆಯಿಂದ ಇರಬೇಕು. ಬೆಂಕಿ ಕಂಡುಬಂದ ತಕ್ಷಣ ಅಗ್ನಿಶಾಮಕ ದಳಕ್ಕೆ ಮಾಹಿತಿ ನೀಡಬೇಕು ಎಂದು ಜಿಲ್ಲಾ ಅಗ್ನಿಶಾಮಕ ಅಧಿಕಾರಿ ಜೆ.ಗಂಗಾನಾಯ್ಕ ತಿಳಿಸಿದರು.: [913, 1938, 1263, 1978]
visitor: [1389, 1213, 1443, 1354]
subhead-band: [181, 1411, 548, 1459]
section-title: ಮೈಸೂರು ನಗರ: [263, 157, 395, 188]
headline: ಅಕ್ರಮ ಹಣ ವರ್ಗಾವಣೆ ಪ್ರಕರಣ: ಡಿಕೆಶಿ ತಾಯಿ ಇಡಿ ವಿಚಾರಣೆ ಅಂತ್ಯ: [189, 714, 762, 744]
visit-photo-1: [904, 1168, 1037, 1354]
person-1: [209, 1059, 274, 1217]
person-2: [246, 1509, 294, 1652]
side-line2: ತಂತ್ರಜ್ಞಾನದ: [1326, 1439, 1400, 1461]
headline-line2: 'ವಾರ್-ದಿ ಅಗ್ಲಿ ಮಿಸ್ಟ್ರೆಸ್' ಕೃತಿ ಲೋಕಾರ್ಪಣೆ: [181, 256, 753, 301]
side-line1: ಅತ್ಯಾಧುನಿಕ: [1329, 1413, 1397, 1435]
person-right: [604, 380, 678, 526]
smoke: [770, 1544, 1011, 1628]
ambulance-light: [1218, 416, 1255, 425]
